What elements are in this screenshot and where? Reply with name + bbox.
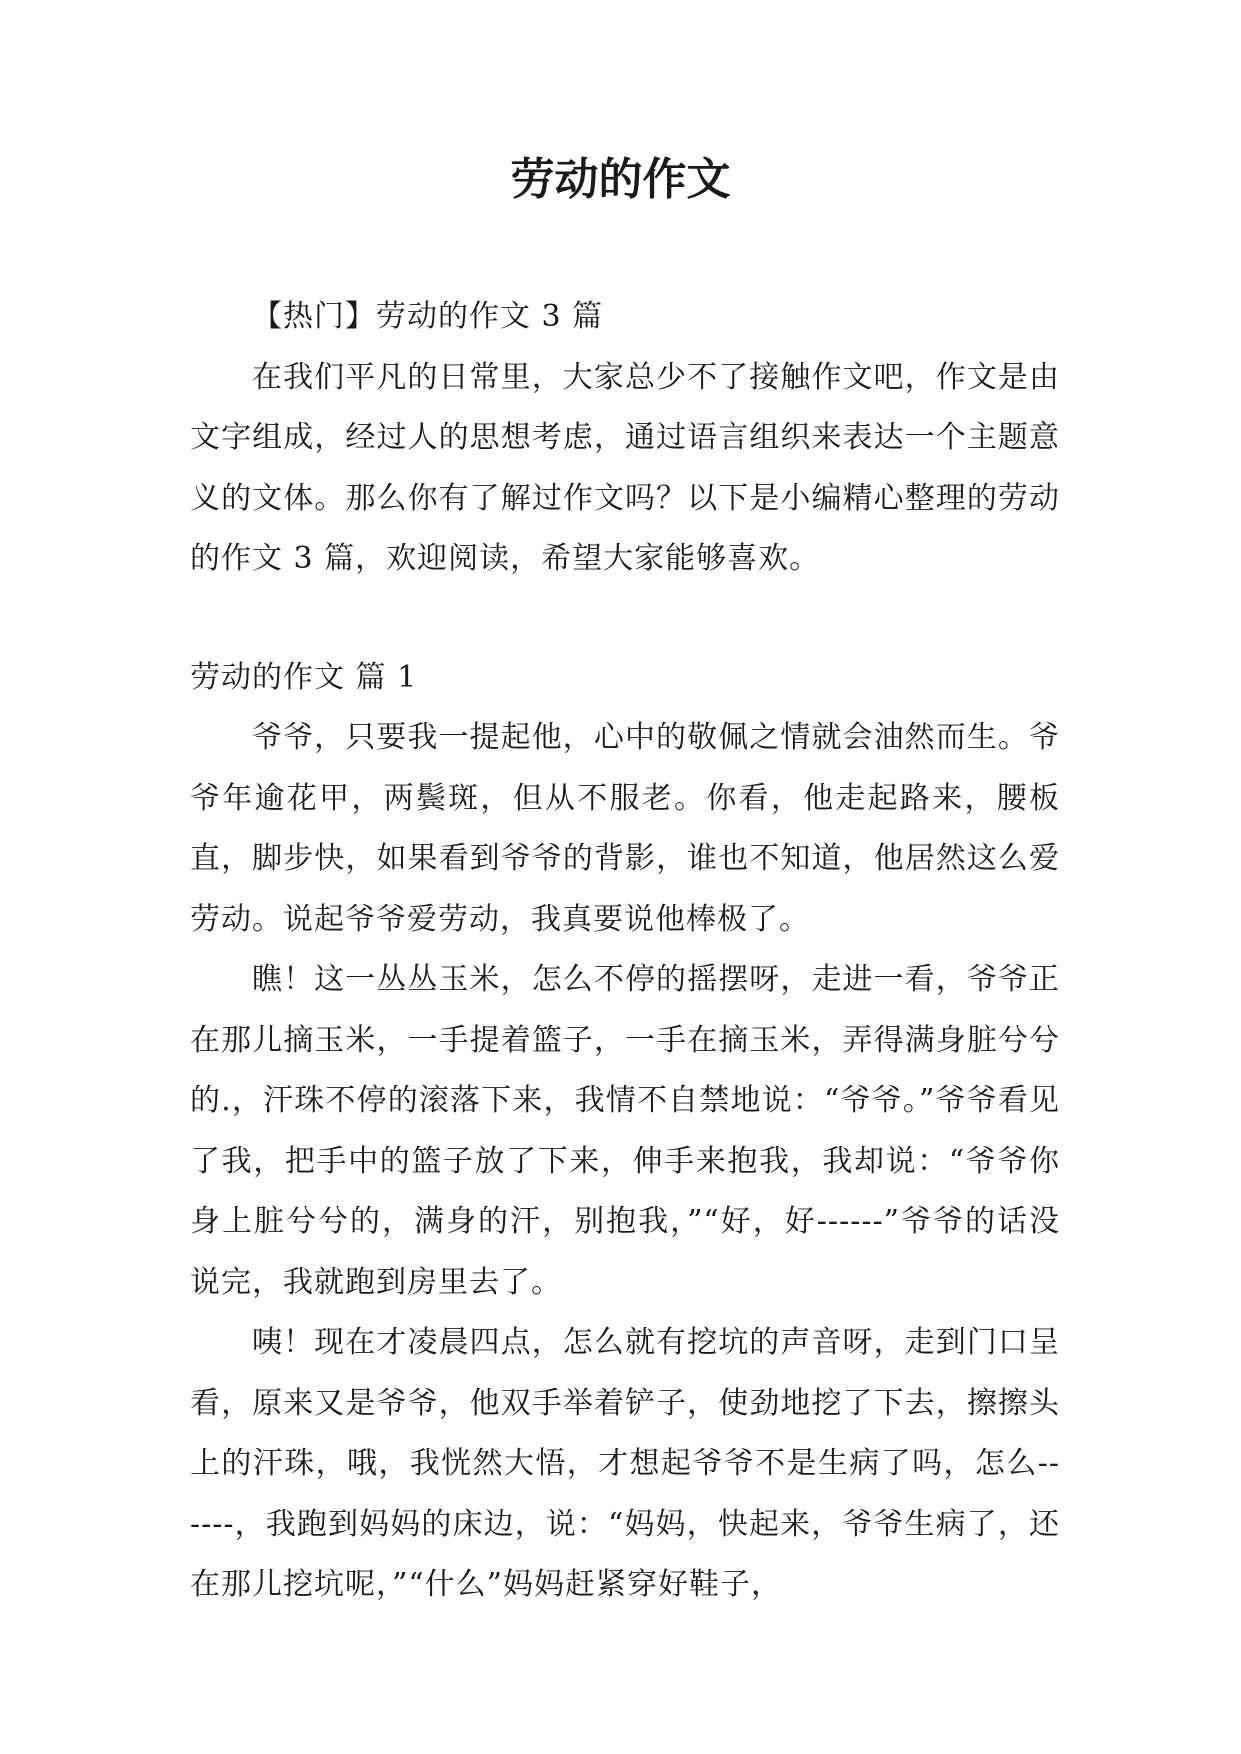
intro-heading: 【热门】劳动的作文 3 篇: [252, 299, 604, 334]
document-body: [190, 287, 1060, 1616]
document-title: 劳动的作文: [510, 154, 731, 205]
section-spacer: [190, 590, 1060, 648]
intro-paragraph: 在我们平凡的日常里，大家总少不了接触作文吧，作文是由文字组成，经过人的思想考虑，通过语言组织来表达一个主题意义的文体。那么你有了解过作文吗？以下是小编精心整理的劳动的作文 3 篇，欢迎阅读，希望大家能够喜欢。: [190, 359, 1060, 576]
section-heading: 劳动的作文 篇 1: [190, 659, 418, 695]
body-paragraph-2: 瞧！这一丛丛玉米，怎么不停的摇摆呀，走进一看，爷爷正在那儿摘玉米，一手提着篮子，一手在摘玉米，弄得满身脏兮兮的.，汗珠不停的滚落下来，我情不自禁地说：“爷爷。”爷爷看见了我，把手中的篮子放了下来，伸手来抱我，我却说：“爷爷你身上脏兮兮的，满身的汗，别抱我，”“好，好------”爷爷的话没说完，我就跑到房里去了。: [190, 962, 1060, 1300]
body-paragraph-3: 咦！现在才凌晨四点，怎么就有挖坑的声音呀，走到门口呈看，原来又是爷爷，他双手举着铲子，使劲地挖了下去，擦擦头上的汗珠，哦，我恍然大悟，才想起爷爷不是生病了吗，怎么------，我跑到妈妈的床边，说：“妈妈，快起来，爷爷生病了，还在那儿挖坑呢，”“什么”妈妈赶紧穿好鞋子，: [190, 1325, 1060, 1602]
body-paragraph-1: 爷爷，只要我一提起他，心中的敬佩之情就会油然而生。爷爷年逾花甲，两鬓斑，但从不服老。你看，他走起路来，腰板直，脚步快，如果看到爷爷的背影，谁也不知道，他居然这么爱劳动。说起爷爷爱劳动，我真要说他棒极了。: [190, 720, 1060, 937]
